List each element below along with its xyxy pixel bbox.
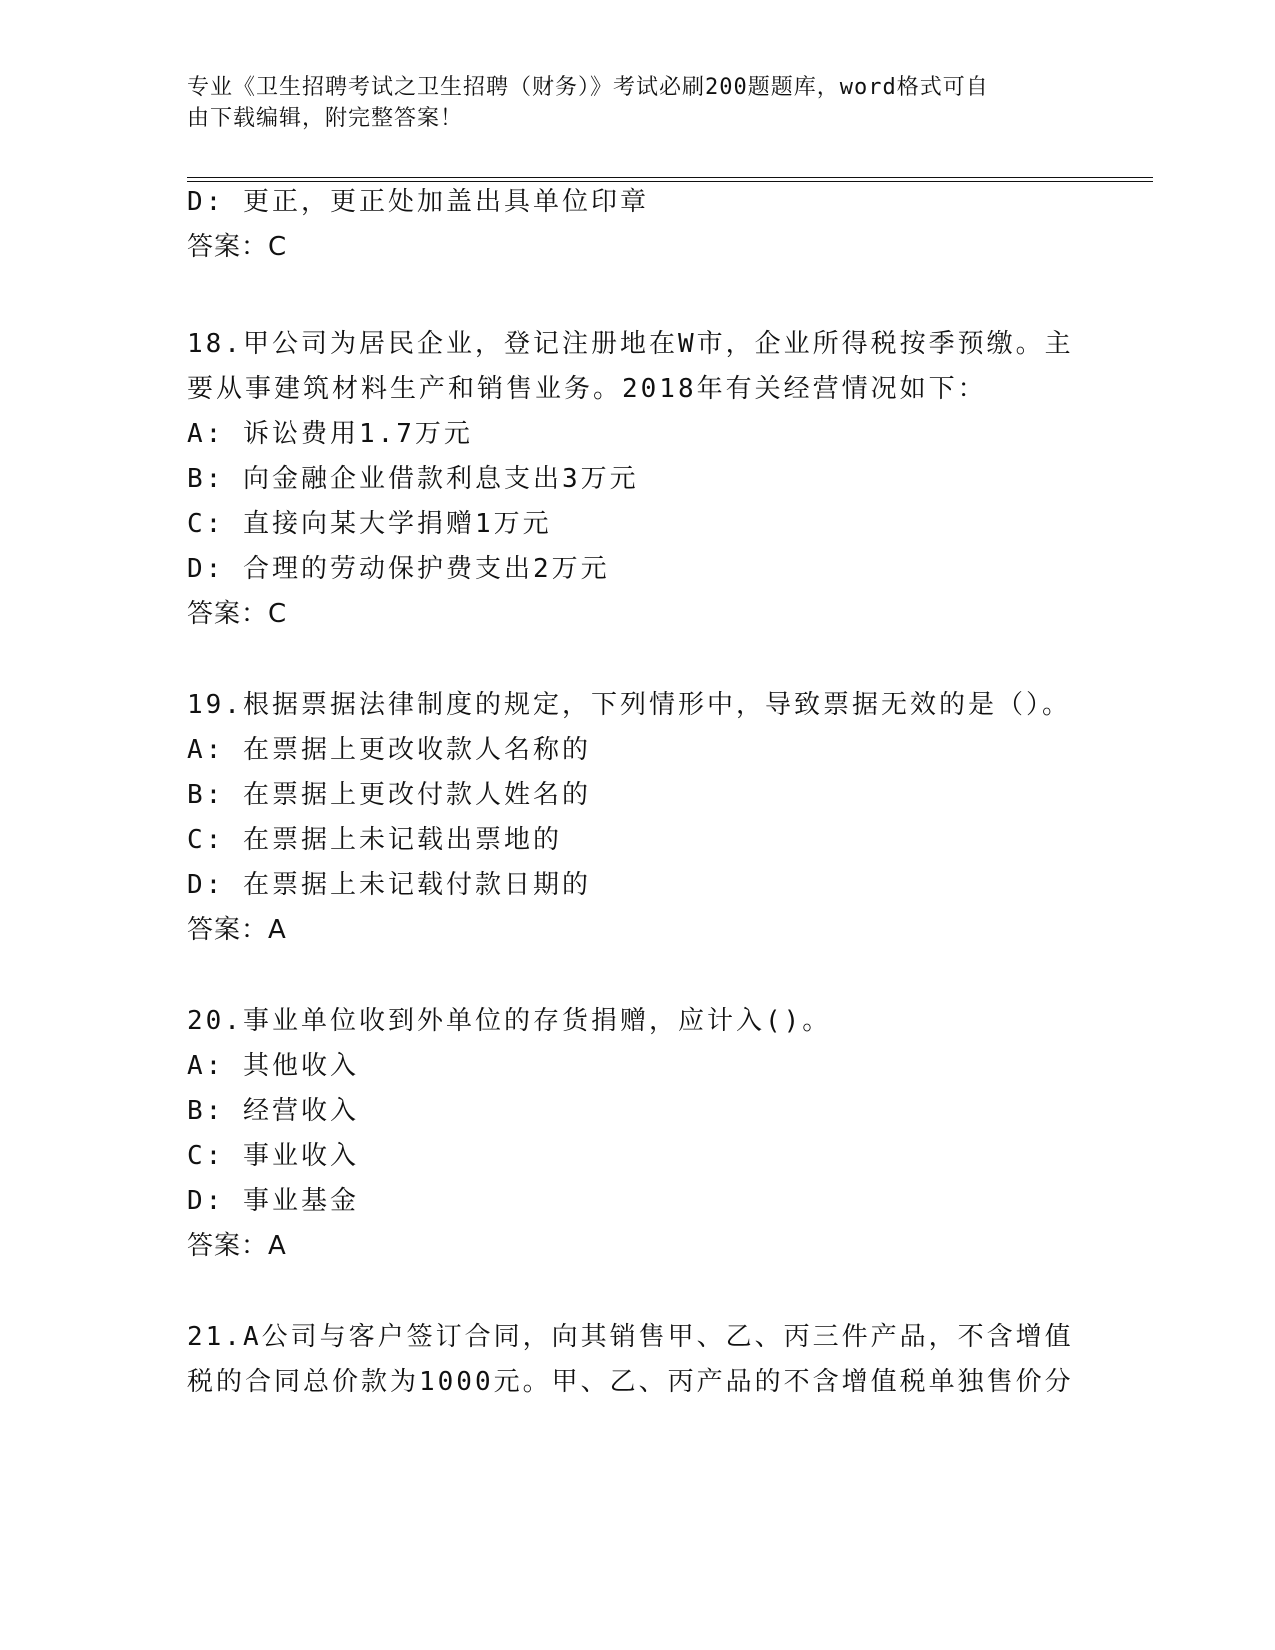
q19-answer: 答案：A [187,915,287,945]
q18-option-c: C: 直接向某大学捐赠1万元 [187,509,552,539]
q18-stem-line-1: 18.甲公司为居民企业，登记注册地在W市，企业所得税按季预缴。主 [187,329,1074,359]
header-line-2: 由下载编辑，附完整答案！ [187,106,464,131]
q20-answer: 答案：A [187,1231,287,1261]
q18-option-d: D: 合理的劳动保护费支出2万元 [187,554,610,584]
q19-option-c: C: 在票据上未记载出票地的 [187,825,562,855]
q21-stem-line-1: 21.A公司与客户签订合同，向其销售甲、乙、丙三件产品，不含增值 [187,1322,1074,1352]
q17-answer: 答案：C [187,232,288,262]
document-header [187,72,1067,134]
q20-option-a: A: 其他收入 [187,1051,359,1081]
q18-stem-line-2: 要从事建筑材料生产和销售业务。2018年有关经营情况如下： [187,374,987,404]
q18-option-b: B: 向金融企业借款利息支出3万元 [187,464,639,494]
q20-option-c: C: 事业收入 [187,1141,359,1171]
q19-option-a: A: 在票据上更改收款人名称的 [187,735,591,765]
q20-option-d: D: 事业基金 [187,1186,359,1216]
q19-stem-line-1: 19.根据票据法律制度的规定，下列情形中，导致票据无效的是（）。 [187,690,1071,720]
q20-option-b: B: 经营收入 [187,1096,359,1126]
q18-option-a: A: 诉讼费用1.7万元 [187,419,473,449]
header-line-1: 专业《卫生招聘考试之卫生招聘（财务）》考试必刷200题题库，word格式可自 [187,75,989,100]
q19-option-b: B: 在票据上更改付款人姓名的 [187,780,591,810]
header-divider [187,177,1153,182]
q19-option-d: D: 在票据上未记载付款日期的 [187,870,591,900]
q17-option-d: D: 更正，更正处加盖出具单位印章 [187,187,649,217]
q18-answer: 答案：C [187,599,288,629]
q21-stem-line-2: 税的合同总价款为1000元。甲、乙、丙产品的不含增值税单独售价分 [187,1367,1074,1397]
q20-stem-line-1: 20.事业单位收到外单位的存货捐赠，应计入()。 [187,1006,832,1036]
